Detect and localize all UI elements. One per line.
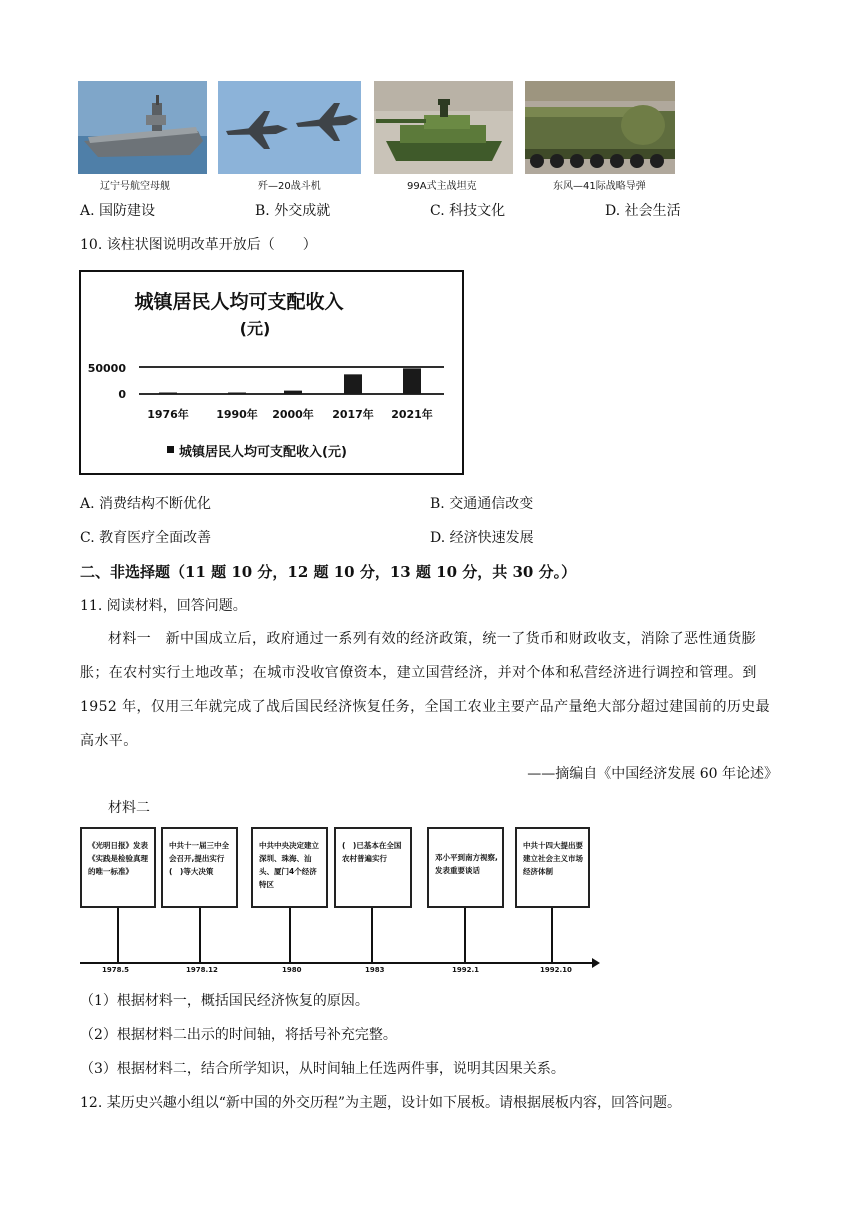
q12-stem: 12. 某历史兴趣小组以“新中国的外交历程”为主题，设计如下展板。请根据展板内容，回答问题。 — [80, 1095, 682, 1111]
q10-option-b[interactable]: B. 交通通信改变 — [430, 496, 534, 512]
aircraft-carrier-icon — [78, 81, 207, 174]
photo-caption-carrier: 辽宁号航空母舰 — [100, 181, 170, 192]
q10-option-c[interactable]: C. 教育医疗全面改善 — [80, 530, 212, 546]
x-tick-label: 2021年 — [391, 408, 433, 421]
q11-material2-label: 材料二 — [108, 800, 150, 816]
aircraft-carrier-photo — [78, 81, 207, 174]
q11-sub-1: （1）根据材料一，概括国民经济恢复的原因。 — [80, 993, 369, 1009]
timeline-date-4: 1983 — [365, 966, 385, 974]
timeline-event-5: 邓小平到南方视察,发表重要谈话 — [427, 827, 504, 908]
income-chart — [79, 270, 464, 475]
photo-caption-missile: 东风—41际战略导弹 — [553, 181, 646, 192]
missile-launcher-photo — [525, 81, 675, 174]
timeline-date-3: 1980 — [282, 966, 302, 974]
section2-heading: 二、非选择题（11 题 10 分，12 题 10 分，13 题 10 分，共 30 分。） — [80, 563, 577, 581]
timeline-event-3: 中共中央决定建立深圳、珠海、汕头、厦门4个经济特区 — [251, 827, 328, 908]
tank-icon — [374, 81, 513, 174]
chart-subtitle: (元) — [239, 319, 271, 338]
timeline-event-1: 《光明日报》发表《实践是检验真理的唯一标准》 — [80, 827, 156, 908]
bar-2021年 — [403, 368, 421, 394]
q11-sub-2: （2）根据材料二出示的时间轴，将括号补充完整。 — [80, 1027, 397, 1043]
x-tick-label: 1990年 — [216, 408, 258, 421]
q9-option-c[interactable]: C. 科技文化 — [430, 203, 506, 219]
x-tick-label: 2000年 — [272, 408, 314, 421]
q9-option-a[interactable]: A. 国防建设 — [80, 203, 156, 219]
bar-2000年 — [284, 391, 302, 394]
bar-2017年 — [344, 374, 362, 394]
fighter-jets-icon — [218, 81, 361, 174]
q10-option-d[interactable]: D. 经济快速发展 — [430, 530, 534, 546]
q10-stem: 10. 该柱状图说明改革开放后（ ） — [80, 237, 317, 253]
photo-caption-jet: 歼—20战斗机 — [258, 181, 321, 192]
timeline-connectors — [0, 905, 860, 965]
bar-1990年 — [228, 393, 246, 395]
q11-source: ——摘编自《中国经济发展 60 年论述》 — [527, 766, 778, 782]
timeline-event-4: ( )已基本在全国农村普遍实行 — [334, 827, 412, 908]
x-tick-label: 2017年 — [332, 408, 374, 421]
q9-option-d[interactable]: D. 社会生活 — [605, 203, 681, 219]
timeline-date-5: 1992.1 — [452, 966, 480, 974]
timeline-event-6: 中共十四大提出要建立社会主义市场经济体制 — [515, 827, 590, 908]
timeline-date-2: 1978.12 — [186, 966, 218, 974]
q11-sub-3: （3）根据材料二，结合所学知识，从时间轴上任选两件事，说明其因果关系。 — [80, 1061, 565, 1077]
income-chart-svg — [79, 270, 464, 475]
chart-title: 城镇居民人均可支配收入 — [134, 291, 344, 313]
y-tick-zero: 0 — [118, 388, 126, 401]
y-tick-top: 50000 — [87, 362, 126, 375]
fighter-jets-photo — [218, 81, 361, 174]
q11-material1: 材料一 新中国成立后，政府通过一系列有效的经济政策，统一了货币和财政收支，消除了恶性通货膨胀；在农村实行土地改革；在城市没收官僚资本，建立国营经济，并对个体和私营经济进行调控和管理。到 1952 年，仅用三年就完成了战后国民经济恢复任务，全国工农业主要产品产量绝大部分超过建国前的历史最高水平。 — [80, 631, 771, 749]
timeline-date-6: 1992.10 — [540, 966, 572, 974]
timeline-date-1: 1978.5 — [102, 966, 130, 974]
x-tick-label: 1976年 — [147, 408, 189, 421]
legend-label: 城镇居民人均可支配收入(元) — [179, 445, 347, 460]
q9-option-b[interactable]: B. 外交成就 — [255, 203, 331, 219]
timeline-event-2: 中共十一届三中全会召开,提出实行( )等大决策 — [161, 827, 238, 908]
missile-launcher-icon — [525, 81, 675, 174]
photo-caption-tank: 99A式主战坦克 — [407, 181, 477, 192]
legend-swatch — [167, 446, 174, 453]
tank-photo — [374, 81, 513, 174]
q11-stem: 11. 阅读材料，回答问题。 — [80, 598, 247, 614]
bar-1976年 — [159, 393, 177, 395]
q10-option-a[interactable]: A. 消费结构不断优化 — [80, 496, 212, 512]
